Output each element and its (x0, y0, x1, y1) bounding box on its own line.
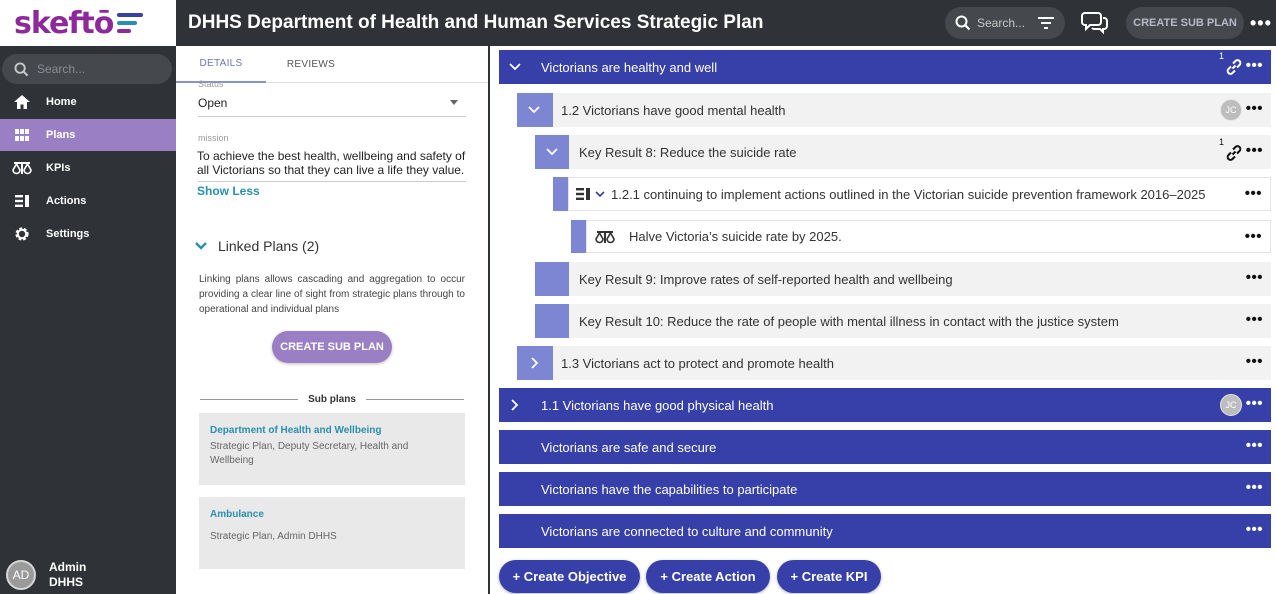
avatar[interactable]: JC (1220, 99, 1242, 121)
expand-toggle[interactable] (517, 93, 553, 127)
expand-toggle[interactable] (517, 346, 553, 380)
more-icon[interactable]: ••• (1245, 353, 1263, 370)
sidebar-item-settings[interactable] (0, 218, 176, 250)
chat-icon[interactable] (1081, 9, 1109, 35)
link-count: 1 (1218, 137, 1224, 147)
user-info (49, 560, 86, 590)
sidebar-item-home[interactable] (0, 86, 176, 118)
tree-row-goal[interactable] (553, 346, 1271, 380)
avatar: AD (6, 560, 36, 590)
chevron-right-icon[interactable] (499, 388, 531, 422)
list-icon (576, 188, 590, 200)
more-icon[interactable]: ••• (1245, 479, 1263, 496)
divider (198, 181, 466, 182)
sub-plan-title[interactable]: Department of Health and Wellbeing (210, 425, 382, 436)
tree-row-label: Key Result 8: Reduce the suicide rate (579, 144, 797, 160)
logo[interactable] (0, 0, 176, 46)
divider (198, 116, 466, 117)
search-icon (955, 15, 971, 31)
tree-row-kpi[interactable] (586, 220, 1271, 253)
more-icon[interactable]: ••• (1244, 185, 1262, 202)
chevron-down-icon[interactable] (499, 50, 531, 84)
filter-icon[interactable] (1037, 15, 1055, 31)
more-icon[interactable]: ••• (1244, 228, 1262, 245)
user-name: Admin (49, 560, 87, 574)
avatar[interactable]: JC (1220, 394, 1242, 416)
linked-plans-toggle[interactable] (194, 238, 319, 254)
user-org: DHHS (49, 575, 84, 589)
link-icon[interactable] (1225, 58, 1243, 76)
sub-plan-card[interactable] (199, 413, 465, 485)
create-kpi-button[interactable]: + Create KPI (777, 560, 881, 593)
show-less-link[interactable]: Show Less (197, 184, 260, 198)
tree-row-objective[interactable] (499, 388, 1271, 422)
status-label: Status (198, 79, 224, 89)
tree-row-label: 1.3 Victorians act to protect and promote health (561, 355, 834, 371)
details-tabs (176, 46, 488, 83)
sub-plan-card[interactable] (199, 497, 465, 569)
chevron-down-icon[interactable] (595, 191, 605, 198)
tree-row-objective[interactable] (499, 514, 1271, 548)
sidebar-search-input[interactable] (2, 54, 172, 84)
tree-row-label: 1.2.1 continuing to implement actions outlined in the Victorian suicide prevention framework 2016–2025 (611, 186, 1206, 202)
tab-reviews[interactable]: REVIEWS (286, 59, 336, 70)
gear-icon (0, 226, 46, 242)
tree-row-label: Halve Victoria’s suicide rate by 2025. (629, 229, 842, 244)
tree-row-key-result[interactable] (569, 304, 1271, 338)
chevron-down-icon (194, 241, 208, 251)
more-icon[interactable]: ••• (1245, 269, 1263, 286)
tree-row-objective[interactable] (499, 472, 1271, 506)
sidebar-item-label: Settings (46, 228, 90, 240)
search-icon (14, 62, 29, 77)
sidebar-item-plans[interactable] (0, 119, 176, 151)
sidebar-item-label: KPIs (46, 162, 71, 174)
top-search-placeholder: Search... (977, 16, 1026, 30)
tree-row-key-result[interactable] (569, 262, 1271, 296)
sub-plans-label: Sub plans (308, 394, 356, 405)
tree-row-label: 1.1 Victorians have good physical health (541, 397, 774, 413)
create-sub-plan-button[interactable]: CREATE SUB PLAN (272, 331, 392, 363)
top-search-input[interactable] (945, 7, 1065, 39)
tree-row-label: Key Result 9: Improve rates of self-reported health and wellbeing (579, 271, 953, 287)
sidebar-search-placeholder: Search... (37, 62, 86, 76)
more-icon[interactable]: ••• (1245, 57, 1263, 74)
tree-row-label: Victorians are healthy and well (541, 59, 718, 75)
tab-details[interactable]: DETAILS (176, 46, 266, 83)
more-icon[interactable]: ••• (1245, 395, 1263, 412)
tree-row-label: Victorians are connected to culture and community (541, 523, 833, 539)
logo-mark (117, 13, 143, 33)
create-sub-plan-top-button[interactable]: CREATE SUB PLAN (1126, 7, 1244, 39)
top-more-icon[interactable]: ••• (1250, 13, 1272, 33)
sub-plan-title[interactable]: Ambulance (210, 509, 264, 520)
tree-row-key-result[interactable] (569, 135, 1271, 169)
details-panel (176, 46, 488, 594)
sub-plan-subtitle: Strategic Plan, Deputy Secretary, Health and Wellbeing (210, 441, 409, 466)
chevron-right-icon (531, 357, 539, 369)
divider (366, 399, 464, 400)
sidebar-item-label: Home (46, 96, 77, 108)
tree-row-label: Victorians have the capabilities to participate (541, 481, 798, 497)
grid-icon (0, 129, 46, 141)
row-indicator (535, 304, 569, 338)
linked-plans-description: Linking plans allows cascading and aggregation to occur providing a clear line of sight from strategic plans through to operational and individual plans (199, 274, 465, 315)
expand-toggle[interactable] (535, 135, 569, 169)
create-objective-button[interactable]: + Create Objective (499, 560, 640, 593)
row-indicator (571, 220, 586, 253)
sidebar-item-kpis[interactable] (0, 152, 176, 184)
plan-tree (490, 46, 1276, 594)
home-icon (0, 95, 46, 109)
sub-plan-subtitle: Strategic Plan, Admin DHHS (210, 531, 337, 542)
sidebar-item-actions[interactable] (0, 185, 176, 217)
more-icon[interactable]: ••• (1245, 437, 1263, 454)
tree-row-objective[interactable] (499, 50, 1271, 84)
page-title: DHHS Department of Health and Human Services Strategic Plan (188, 12, 764, 33)
mission-label: mission (198, 133, 229, 143)
tree-row-label: Victorians are safe and secure (541, 439, 717, 455)
sidebar (0, 46, 176, 594)
sidebar-item-label: Plans (46, 129, 76, 141)
more-icon[interactable]: ••• (1245, 521, 1263, 538)
tree-row-label: 1.2 Victorians have good mental health (561, 102, 786, 118)
sidebar-item-label: Actions (46, 195, 87, 207)
sub-plans-divider (200, 394, 464, 405)
link-icon[interactable] (1225, 144, 1243, 162)
row-indicator (553, 177, 568, 211)
more-icon[interactable]: ••• (1245, 311, 1263, 328)
tree-row-objective[interactable] (499, 430, 1271, 464)
scale-icon (595, 230, 615, 244)
top-bar (176, 0, 1276, 46)
more-icon[interactable]: ••• (1245, 100, 1263, 117)
mission-text[interactable]: To achieve the best health, wellbeing and safety of all Victorians so that they can live a life they value. (197, 149, 466, 177)
scale-icon (0, 161, 46, 175)
logo-text: skeftō (14, 5, 114, 41)
tree-row-label: Key Result 10: Reduce the rate of people with mental illness in contact with the justice system (579, 313, 1119, 329)
chevron-down-icon[interactable] (450, 100, 458, 105)
row-indicator (535, 262, 569, 296)
tree-row-action[interactable] (568, 177, 1271, 211)
create-action-button[interactable]: + Create Action (646, 560, 770, 593)
tree-row-goal[interactable] (553, 93, 1271, 127)
divider (200, 399, 298, 400)
list-icon (0, 195, 46, 207)
link-count: 1 (1218, 51, 1224, 61)
linked-plans-title: Linked Plans (2) (218, 238, 320, 254)
chevron-down-icon (528, 106, 540, 114)
chevron-down-icon (546, 148, 558, 156)
status-select[interactable]: Open (198, 96, 228, 110)
more-icon[interactable]: ••• (1245, 142, 1263, 159)
user-profile[interactable] (6, 560, 86, 590)
